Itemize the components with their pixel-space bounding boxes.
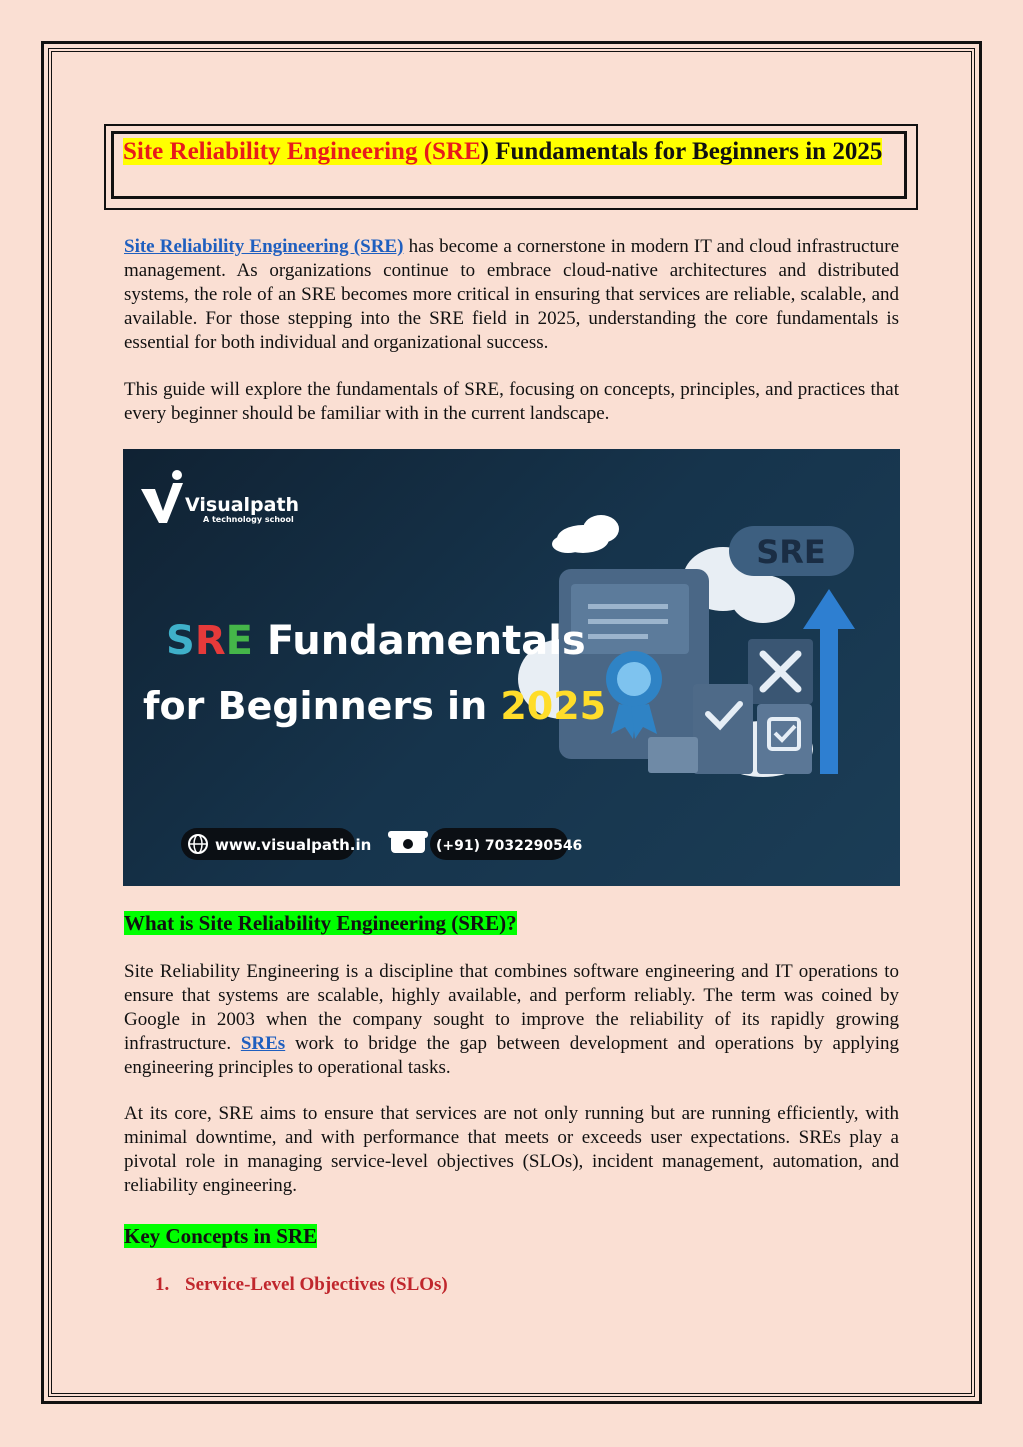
banner-brand: Visualpath (185, 494, 300, 516)
tools-icon (748, 639, 813, 704)
phone-pill (388, 828, 582, 860)
definition-text-b: work to bridge the gap between development and operations by applying engineering principles to operational tasks. (124, 1033, 899, 1078)
sre-badge (729, 526, 854, 576)
list-item (155, 1273, 448, 1297)
banner-tagline: A technology school (203, 515, 294, 524)
headline-letter-r: R (194, 618, 226, 664)
definition-text-a: Site Reliability Engineering is a discipline that combines software engineering and IT operations to ensure that systems are scalable, highly available, and perform reliably. The term was coined by Google in 2003 when the company sought to improve the reliability of its rapidly growing infrastructure. (124, 961, 899, 1054)
sre-link[interactable]: Site Reliability Engineering (SRE) (124, 236, 404, 257)
headline-letter-e: E (225, 618, 253, 664)
title-part-2: ( (417, 138, 433, 165)
sre-definition-paragraph (124, 960, 899, 1080)
title-part-4: ) Fundamentals for Beginners in 2025 (480, 138, 883, 165)
cloud-icon (552, 515, 619, 553)
section-heading-what-is-sre (124, 910, 517, 936)
banner-graphic (123, 449, 900, 886)
banner-headline-line-1 (166, 618, 586, 664)
document-title (123, 136, 903, 167)
intro-paragraph (124, 235, 899, 355)
section-heading-text: What is Site Reliability Engineering (SRE)? (124, 911, 517, 935)
banner-headline-line-2 (143, 684, 606, 728)
headline-rest: Fundamentals (252, 618, 586, 664)
headline-letter-s: S (166, 618, 195, 664)
headline-line-2-text: for Beginners in (143, 684, 501, 728)
intro-text: has become a cornerstone in modern IT and cloud infrastructure management. As organizations continue to embrace cloud-native architectures and distributed systems, the role of an SRE becomes more critical in ensuring that services are reliable, scalable, and available. For those stepping into the SRE field in 2025, understanding the core fundamentals is essential for both individual and organizational success. (124, 236, 899, 353)
sres-link[interactable]: SREs (240, 1033, 286, 1054)
headline-year: 2025 (500, 684, 607, 728)
sre-core-paragraph: At its core, SRE aims to ensure that services are not only running but are running efficiently, with minimal downtime, and with performance that meets or exceeds user expectations. SREs play a pivotal role in managing service-level objectives (SLOs), incident management, automation, and reliability engineering. (124, 1103, 899, 1196)
guide-paragraph: This guide will explore the fundamentals of SRE, focusing on concepts, principles, and practices that every beginner should be familiar with in the current landscape. (124, 379, 899, 424)
list-item-number: 1. (155, 1274, 170, 1295)
phone-icon (388, 831, 428, 853)
sre-badge-text: SRE (756, 533, 826, 571)
title-part-3: SRE (432, 138, 481, 165)
banner-website: www.visualpath.in (215, 836, 372, 854)
banner-image (123, 449, 900, 886)
list-item-label: Service-Level Objectives (SLOs) (185, 1274, 448, 1295)
certificate-icon (559, 569, 709, 759)
website-pill (181, 828, 371, 860)
title-part-1: Site Reliability Engineering (123, 138, 418, 165)
section-heading-key-concepts (124, 1223, 317, 1249)
visualpath-logo-icon (141, 470, 183, 523)
key-concepts-heading-text: Key Concepts in SRE (124, 1224, 318, 1248)
banner-phone: (+91) 7032290546 (436, 838, 583, 854)
